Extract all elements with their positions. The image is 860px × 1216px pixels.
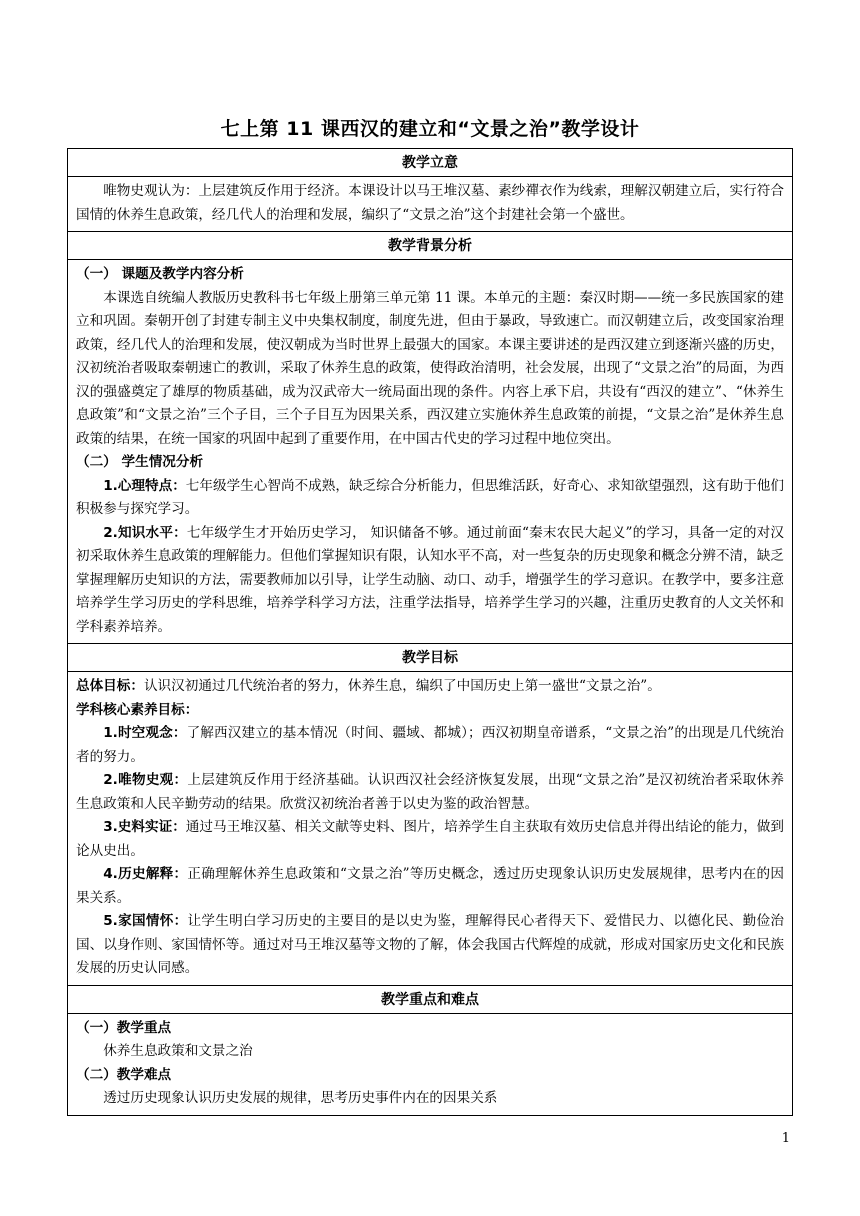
goal-item-1 — [76, 722, 784, 769]
lesson-plan-table — [67, 148, 793, 1116]
section-heading-background: 教学背景分析 — [68, 232, 792, 260]
core-literacy-label: 学科核心素养目标： — [76, 701, 199, 718]
item-text: 七年级学生才开始历史学习， 知识储备不够。通过前面“秦末农民大起义”的学习，具备一定的对汉初采取休养生息政策的理解能力。但他们掌握知识有限，认知水平不高，对一些复杂的历史现象和概念分辨不清，缺乏掌握理解历史知识的方法，需要教师加以引导，让学生动脑、动口、动手，增强学生的学习意识。在教学中，要多注意培养学生学习历史的学科思维，培养学科学习方法，注重学法指导，培养学生学习的兴趣，注重历史教育的人文关怀和学科素养培养。 — [76, 524, 785, 635]
item-label: 2.唯物史观： — [103, 772, 188, 788]
item-text: 七年级学生心智尚不成熟，缺乏综合分析能力，但思维活跃，好奇心、求知欲望强烈，这有助于他们积极参与探究学习。 — [76, 477, 785, 517]
goal-item-2 — [76, 769, 784, 816]
item-text: 上层建筑反作用于经济基础。认识西汉社会经济恢复发展，出现“文景之治”是汉初统治者采取休养生息政策和人民辛勤劳动的结果。欣赏汉初统治者善于以史为鉴的政治智慧。 — [76, 772, 784, 812]
section-heading-key-points: 教学重点和难点 — [68, 986, 792, 1014]
document-title: 七上第 11 课西汉的建立和“文景之治”教学设计 — [220, 118, 640, 140]
item-label: 4.历史解释： — [103, 866, 188, 882]
student-item-knowledge — [76, 522, 784, 640]
page-number: 1 — [781, 1131, 790, 1146]
intent-paragraph: 唯物史观认为：上层建筑反作用于经济。本课设计以马王堆汉墓、素纱禪衣作为线索，理解汉朝建立后，实行符合国情的休养生息政策，经几代人的治理和发展，编织了“文景之治”这个封建社会第一个盛世。 — [76, 183, 784, 223]
goal-item-4 — [76, 863, 784, 910]
goal-item-5 — [76, 910, 784, 981]
subheading-key-point: （一）教学重点 — [76, 1019, 172, 1036]
subheading-difficulty: （二）教学难点 — [76, 1066, 172, 1083]
item-label: 总体目标： — [76, 678, 144, 694]
item-label: 2.知识水平： — [103, 524, 187, 541]
section-body-goals — [68, 672, 792, 986]
item-text: 认识汉初通过几代统治者的努力，休养生息，编织了中国历史上第一盛世“文景之治”。 — [143, 678, 661, 694]
item-text: 让学生明白学习历史的主要目的是以史为鉴，理解得民心者得天下、爱惜民力、以德化民、勤俭治国、以身作则、家国情怀等。通过对马王堆汉墓等文物的了解，体会我国古代辉煌的成就，形成对国家历史文化和民族发展的历史认同感。 — [76, 913, 785, 976]
content-analysis-paragraph: 本课选自统编人教版历史教科书七年级上册第三单元第 11 课。本单元的主题：秦汉时期——统一多民族国家的建立和巩固。秦朝开创了封建专制主义中央集权制度，制度先进，但由于暴政，导致速亡。而汉朝建立后，改变国家治理政策，经几代人的治理和发展，使汉朝成为当时世界上最强大的国家。本课主要讲述的是西汉建立到逐渐兴盛的历史，汉初统治者吸取秦朝速亡的教训，采取了休养生息的政策，使得政治清明，社会发展，出现了“文景之治”的局面，为西汉的强盛奠定了雄厚的物质基础，成为汉武帝大一统局面出现的条件。内容上承下启，共设有“西汉的建立”、“休养生息政策”和“文景之治”三个子目，三个子目互为因果关系，西汉建立实施休养生息政策的前提，“文景之治”是休养生息政策的结果，在统一国家的巩固中起到了重要作用，在中国古代史的学习过程中地位突出。 — [76, 289, 784, 447]
section-heading-goals: 教学目标 — [68, 644, 792, 672]
overall-goal — [76, 675, 784, 699]
section-body-intent — [68, 177, 792, 232]
item-text: 通过马王堆汉墓、相关文献等史料、图片，培养学生自主获取有效历史信息并得出结论的能力，做到论从史出。 — [76, 819, 785, 859]
goal-item-3 — [76, 816, 784, 863]
subheading-content-analysis: （一） 课题及教学内容分析 — [76, 266, 244, 282]
key-point-text: 休养生息政策和文景之治 — [103, 1043, 253, 1059]
difficulty-text: 透过历史现象认识历史发展的规律，思考历史事件内在的因果关系 — [103, 1090, 498, 1106]
item-label: 5.家国情怀： — [103, 913, 188, 929]
item-text: 正确理解休养生息政策和“文景之治”等历史概念，透过历史现象认识历史发展规律，思考内在的因果关系。 — [76, 866, 784, 906]
item-label: 3.史料实证： — [103, 819, 186, 835]
section-body-key-points — [68, 1014, 792, 1115]
section-body-background — [68, 260, 792, 644]
student-item-psychology — [76, 475, 784, 522]
item-label: 1.心理特点： — [103, 477, 186, 494]
item-label: 1.时空观念： — [103, 725, 187, 741]
item-text: 了解西汉建立的基本情况（时间、疆域、都城）；西汉初期皇帝谱系，“文景之治”的出现是几代统治者的努力。 — [76, 725, 784, 765]
section-heading-intent: 教学立意 — [68, 149, 792, 177]
subheading-student-analysis: （二） 学生情况分析 — [76, 454, 204, 470]
